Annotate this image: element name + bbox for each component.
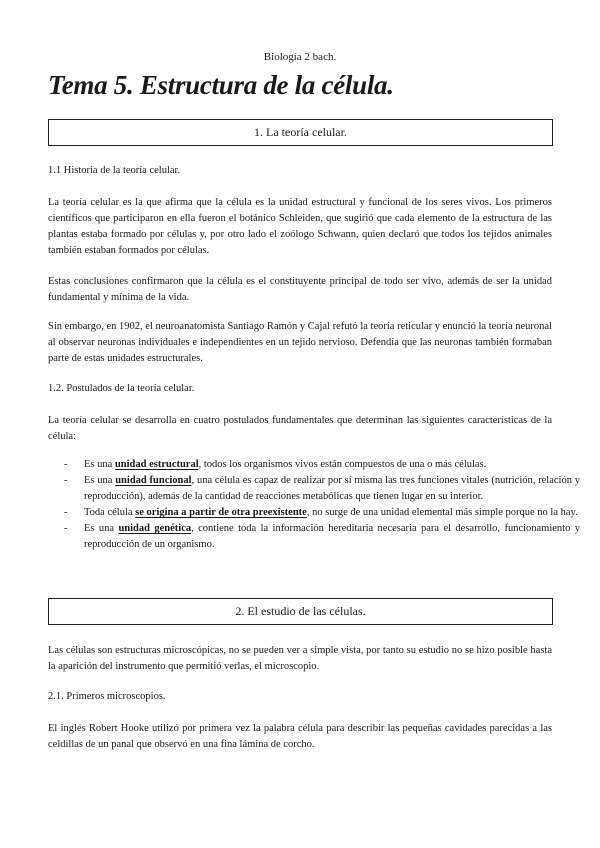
list-dash: - <box>64 507 68 518</box>
paragraph-ramon-y-cajal: Sin embargo, en 1902, el neuroanatomista Santiago Ramón y Cajal refutó la teoría reticular y enunció la teoría neuronal al observar neuronas individuales e independientes en un tejido nervioso. Defendía que las neuronas también formaban parte de estas unidades estructurales. <box>48 321 552 364</box>
section-2-heading: 2. El estudio de las células. <box>48 598 553 625</box>
list-dash: - <box>64 475 68 486</box>
paragraph-postulates-intro: La teoría celular se desarrolla en cuatro postulados fundamentales que determinan las siguientes características de la célula: <box>48 415 552 442</box>
list-dash: - <box>64 459 68 470</box>
paragraph-cell-theory-history: La teoría celular es la que afirma que la célula es la unidad estructural y funcional de los seres vivos. Los primeros científicos que participaron en ella fueron el botánico Schleiden, que sugirió que cada elemento de la estructura de las plantas estaba formado por células y, por otro lado el zoólogo Schwann, quien declaró que todos los tejidos animales también estaban formados por células. <box>48 197 552 256</box>
list-item: - Toda célula se origina a partir de otra preexistente, no surge de una unidad elemental más simple porque no la hay. <box>48 505 580 521</box>
postulate-term: se origina a partir de otra preexistente <box>135 507 307 518</box>
list-item: - Es una unidad funcional, una célula es capaz de realizar por sí misma las tres funciones vitales (nutrición, relación y reproducción), además de la cantidad de reacciones metabólicas que tienen lugar en su interior. <box>64 475 580 502</box>
subject-header: Biología 2 bach. <box>263 51 337 63</box>
subsection-1-1-title: 1.1 Historia de la teoría celular. <box>48 165 181 176</box>
postulate-term: unidad funcional <box>115 475 192 486</box>
list-dash: - <box>64 523 68 534</box>
postulate-term: unidad genética <box>118 523 192 534</box>
paragraph-robert-hooke: El inglés Robert Hooke utilizó por primera vez la palabra célula para describir las pequeñas cavidades parecidas a las celdillas de un panal que observó en una fina lámina de corcho. <box>48 723 552 750</box>
postulates-list <box>48 457 580 553</box>
page-title: Tema 5. Estructura de la célula. <box>48 70 394 100</box>
subsection-1-2-title: 1.2. Postulados de la teoría celular. <box>48 383 195 394</box>
subsection-2-1-title: 2.1. Primeros microscopios. <box>48 691 166 702</box>
paragraph-conclusions: Estas conclusiones confirmaron que la célula es el constituyente principal de todo ser vivo, además de ser la unidad fundamental y mínima de la vida. <box>48 276 552 303</box>
postulate-term: unidad estructural <box>114 459 199 470</box>
list-item: - Es una unidad genética, contiene toda la información hereditaria necesaria para el desarrollo, funcionamiento y reproducción de un organismo. <box>64 523 580 550</box>
section-1-heading: 1. La teoría celular. <box>48 119 553 146</box>
paragraph-microscopic-cells: Las células son estructuras microscópicas, no se pueden ver a simple vista, por tanto su estudio no se hizo posible hasta la aparición del instrumento que permitió verlas, el microscopio. <box>48 645 552 672</box>
list-item: - Es una unidad estructural, todos los organismos vivos están compuestos de una o más células. <box>48 457 580 473</box>
